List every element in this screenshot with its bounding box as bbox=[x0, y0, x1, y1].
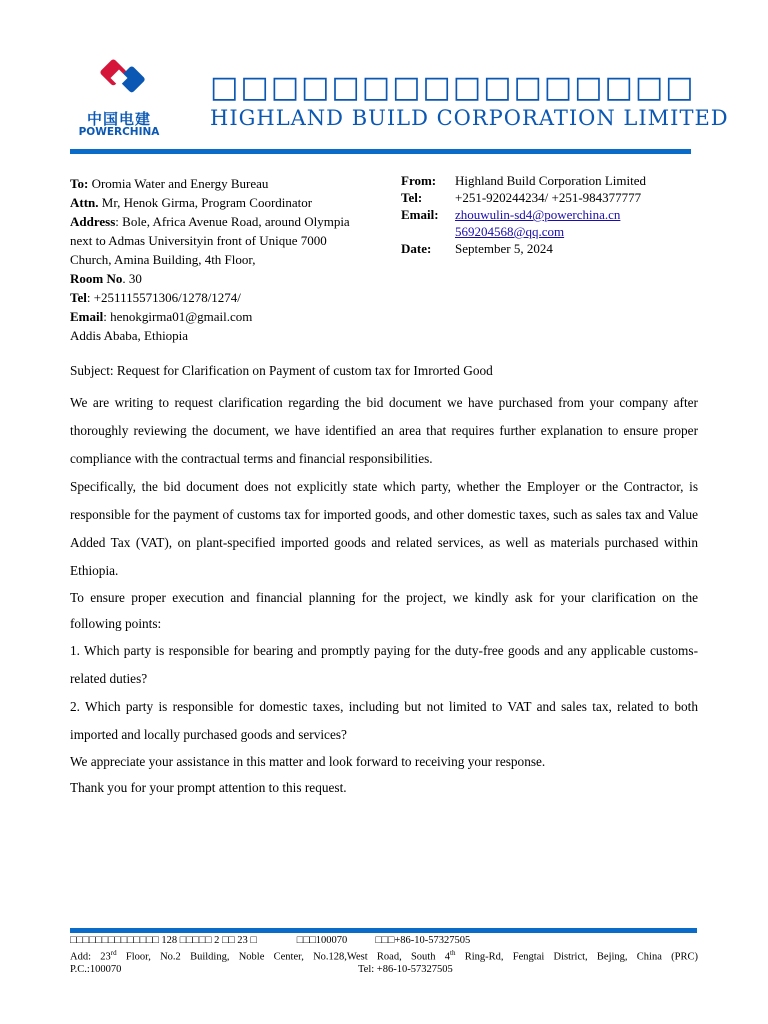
sender-email-link-2[interactable]: 569204568@qq.com bbox=[455, 224, 565, 239]
date-value: September 5, 2024 bbox=[455, 241, 553, 256]
tel-value: : +251115571306/1278/1274/ bbox=[86, 290, 241, 305]
attn-line bbox=[70, 193, 370, 212]
address-value: : Bole, Africa Avenue Road, around Olympia next to Admas Universityin front of Unique 7000 Church, Amina Building, 4th Floor, bbox=[70, 214, 350, 267]
paragraph-6: We appreciate your assistance in this matter and look forward to receiving your response. bbox=[70, 754, 546, 769]
footer-address-sup-2: th bbox=[450, 949, 456, 957]
footer-contact-line bbox=[70, 964, 698, 976]
sender-tel-label: Tel: bbox=[401, 190, 423, 205]
sender-email-link-1[interactable]: zhouwulin-sd4@powerchina.cn bbox=[455, 207, 621, 222]
paragraph-1: We are writing to request clarification regarding the bid document we have purchased from your company after thoroughly reviewing the document, we have identified an area that requires further explanation to ensure proper compliance with the contractual terms and financial responsibilities. bbox=[70, 395, 698, 466]
sender-email-label: Email: bbox=[401, 207, 439, 222]
room-value: . 30 bbox=[122, 271, 142, 286]
room-line bbox=[70, 269, 370, 288]
to-value: Oromia Water and Energy Bureau bbox=[88, 176, 269, 191]
tel-label: Tel bbox=[70, 290, 87, 305]
footer bbox=[70, 935, 698, 976]
sender-block bbox=[401, 172, 646, 257]
tel-line bbox=[70, 288, 370, 307]
company-name-chinese: □□□□□□□□□□□□□□□□ bbox=[210, 70, 696, 105]
footer-address-part-2: Floor, No.2 Building, Noble Center, No.128,West Road, South 4 bbox=[116, 951, 450, 963]
logo-english-text: POWERCHINA bbox=[78, 126, 160, 138]
to-label: To: bbox=[70, 176, 89, 191]
from-label: From: bbox=[401, 173, 437, 188]
paragraph-7: Thank you for your prompt attention to this request. bbox=[70, 780, 347, 795]
footer-english-address bbox=[70, 947, 698, 964]
footer-cn-postcode: □□□100070 bbox=[296, 935, 348, 946]
footer-address-sup-1: rd bbox=[110, 949, 117, 957]
footer-tel: Tel: +86-10-57327505 bbox=[358, 963, 453, 975]
attn-value: Mr, Henok Girma, Program Coordinator bbox=[98, 195, 313, 210]
address-line bbox=[70, 212, 370, 269]
address-label: Address bbox=[70, 214, 116, 229]
city-line: Addis Ababa, Ethiopia bbox=[70, 328, 189, 343]
paragraph-2: Specifically, the bid document does not explicitly state which party, whether the Employer or the Contractor, is responsible for the payment of customs tax for imported goods, and other domestic taxes, such as sales tax and Value Added Tax (VAT), on plant-specified imported goods and related services, as well as materials purchased within Ethiopia. bbox=[70, 479, 698, 578]
room-label: Room No bbox=[70, 271, 123, 286]
email-line bbox=[70, 307, 370, 326]
email-label: Email bbox=[70, 309, 104, 324]
logo-chinese-text: 中国电建 bbox=[86, 110, 151, 128]
paragraph-3: To ensure proper execution and financial planning for the project, we kindly ask for your clarification on the following points: bbox=[70, 590, 698, 631]
recipient-block bbox=[70, 174, 370, 345]
paragraph-4: 1. Which party is responsible for bearing and promptly paying for the duty-free goods and any applicable customs-related duties? bbox=[70, 643, 698, 686]
footer-chinese-line bbox=[70, 935, 698, 947]
attn-label: Attn. bbox=[70, 195, 99, 210]
company-name-english: HIGHLAND BUILD CORPORATION LIMITED bbox=[210, 106, 729, 130]
date-label: Date: bbox=[401, 241, 432, 256]
from-value: Highland Build Corporation Limited bbox=[455, 173, 647, 188]
paragraph-5: 2. Which party is responsible for domestic taxes, including but not limited to VAT and sales tax, related to both imported and locally purchased goods and services? bbox=[70, 699, 698, 742]
header-divider bbox=[70, 149, 691, 154]
to-line bbox=[70, 174, 370, 193]
email-value: : henokgirma01@gmail.com bbox=[103, 309, 253, 324]
footer-address-part-3: Ring-Rd, Fengtai District, Bejing, China (PRC) bbox=[455, 951, 698, 963]
footer-cn-tel: □□□+86-10-57327505 bbox=[375, 935, 471, 946]
sender-tel-value: +251-920244234/ +251-984377777 bbox=[455, 190, 642, 205]
footer-cn-address: □□□□□□□□□□□□□□ 128 □□□□□ 2 □□ 23 □ bbox=[70, 935, 257, 946]
footer-divider bbox=[70, 928, 697, 933]
letter-body bbox=[70, 362, 698, 801]
footer-postcode: P.C.:100070 bbox=[70, 963, 122, 975]
subject-line: Subject: Request for Clarification on Payment of custom tax for Imrorted Good bbox=[70, 363, 493, 378]
footer-address-part-1: Add: 23 bbox=[70, 951, 111, 963]
